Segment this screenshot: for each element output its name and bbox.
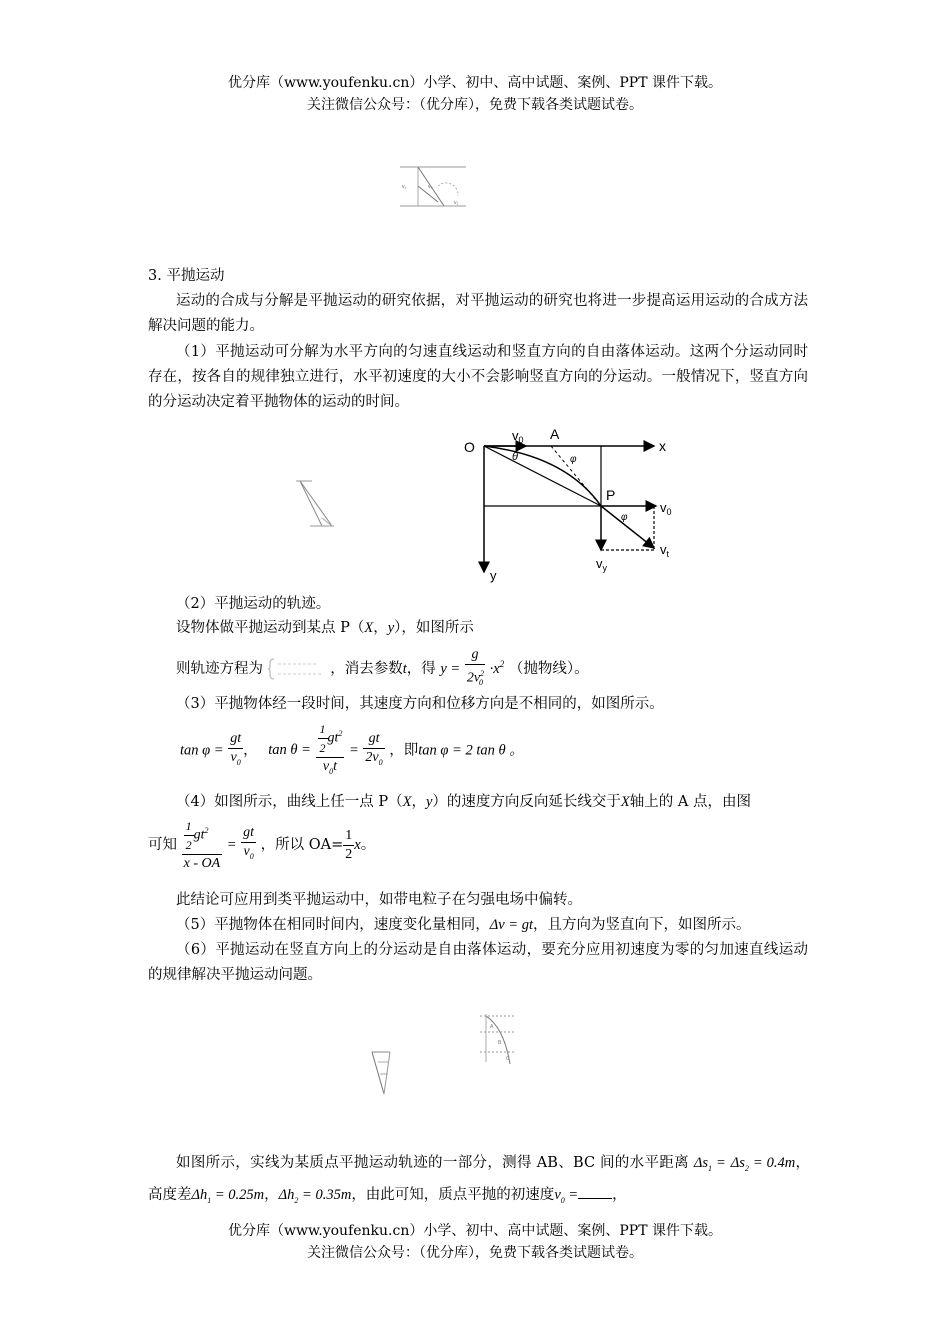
label-y: y — [490, 568, 497, 583]
label-A: A — [550, 426, 560, 442]
paragraph-4-line-1: （4）如图所示，曲线上任一点 P（X，y）的速度方向反向延长线交于X轴上的 A 点，由图 — [176, 794, 751, 810]
paragraph-3: （3）平抛物体经一段时间，其速度方向和位移方向是不相同的，如图所示。 — [176, 696, 664, 712]
paragraph-5: （5）平抛物体在相同时间内，速度变化量相同，Δv = gt，且方向为竖直向下，如图所示。 — [176, 917, 751, 933]
svg-text:B: B — [498, 1040, 502, 1046]
svg-text:C: C — [506, 1056, 510, 1062]
paragraph-4-line-2: 可知 $\frac{1}{2}$ $gt^2$ x - OA = $\frac{gt}{v_0}$ ，所以 OA= $\frac{1}{2}$ x。 — [148, 819, 376, 871]
velocity-change-figure-small — [370, 1048, 394, 1098]
label-phi-2: φ — [621, 512, 628, 523]
label-vy: $v_y$ — [596, 556, 607, 573]
footer-line-1: 优分库（www.youfenku.cn）小学、初中、高中试题、案例、PPT 课件下载。 — [227, 1223, 722, 1239]
label-v0-top: $v_0$ — [512, 428, 524, 445]
label-theta: θ — [512, 451, 518, 463]
paragraph-2-line-2: 则轨迹方程为 ，消去参数t，得 y = $\frac{g}{2v^2_0}$ $\cdot x^2$ （抛物线）。 — [176, 647, 589, 688]
page-header — [0, 72, 950, 116]
param-equation-image — [268, 657, 326, 681]
page-footer — [0, 1220, 950, 1264]
svg-text:v₁: v₁ — [402, 184, 407, 190]
label-x: x — [659, 438, 666, 454]
footer-line-2: 关注微信公众号：（优分库），免费下载各类试题试卷。 — [307, 1245, 643, 1261]
paragraph-1: （1）平抛运动可分解为水平方向的匀速直线运动和竖直方向的自由落体运动。这两个分运动同时存在，按各自的规律独立进行，水平初速度的大小不会影响竖直方向的分运动。一般情况下，竖直方向的分运动决定着平抛物体的运动的时间。 — [148, 344, 808, 410]
svg-text:v₂: v₂ — [454, 200, 459, 206]
paragraph-5-intro: 此结论可应用到类平抛运动中，如带电粒子在匀强电场中偏转。 — [176, 892, 582, 908]
label-O: O — [464, 439, 475, 455]
svg-text:v₀: v₀ — [428, 184, 433, 190]
header-line-1: 优分库（www.youfenku.cn）小学、初中、高中试题、案例、PPT 课件下载。 — [227, 75, 722, 91]
projectile-motion-figure — [456, 420, 692, 586]
trajectory-grid-figure-small — [478, 1012, 518, 1068]
question-text: 如图所示，实线为某质点平抛运动轨迹的一部分，测得 AB、BC 间的水平距离 $\Delta s_1 = \Delta s_2 = 0.4m$，高度差$\Delta h_1 = 0.25m$，$\Delta h_2 = 0.35m$，由此可知，质点平抛的初速度$v_0$ = ， — [148, 1155, 811, 1205]
paragraph-2-title: （2）平抛运动的轨迹。 — [176, 596, 331, 612]
paragraph-6: （6）平抛运动在竖直方向上的分运动是自由落体运动，要充分应用初速度为零的匀加速直线运动的规律解决平抛运动问题。 — [148, 942, 808, 983]
velocity-triangle-figure-small — [292, 478, 336, 536]
label-vt: $v_t$ — [660, 542, 670, 559]
tan-relations: tan φ = $\frac{gt}{v_0}$ ， tan θ = $\frac{1}{2}$ $gt^2$ $v_0t$ = $\frac{gt}{2v_0}$ ，即tan φ = 2 tan θ 。 — [180, 722, 524, 776]
header-line-2: 关注微信公众号：（优分库），免费下载各类试题试卷。 — [307, 97, 643, 113]
velocity-decomposition-figure-small — [398, 164, 468, 210]
answer-blank[interactable] — [578, 1184, 612, 1199]
label-phi: φ — [570, 454, 577, 465]
section-title: 3. 平抛运动 — [148, 268, 225, 284]
label-v0-right: $v_0$ — [660, 500, 672, 517]
svg-text:A: A — [490, 1024, 494, 1030]
intro-paragraph: 运动的合成与分解是平抛运动的研究依据，对平抛运动的研究也将进一步提高运用运动的合成方法解决问题的能力。 — [148, 293, 808, 334]
paragraph-2-line-1: 设物体做平抛运动到某点 P（X，y），如图所示 — [176, 620, 474, 636]
label-P: P — [606, 487, 616, 503]
